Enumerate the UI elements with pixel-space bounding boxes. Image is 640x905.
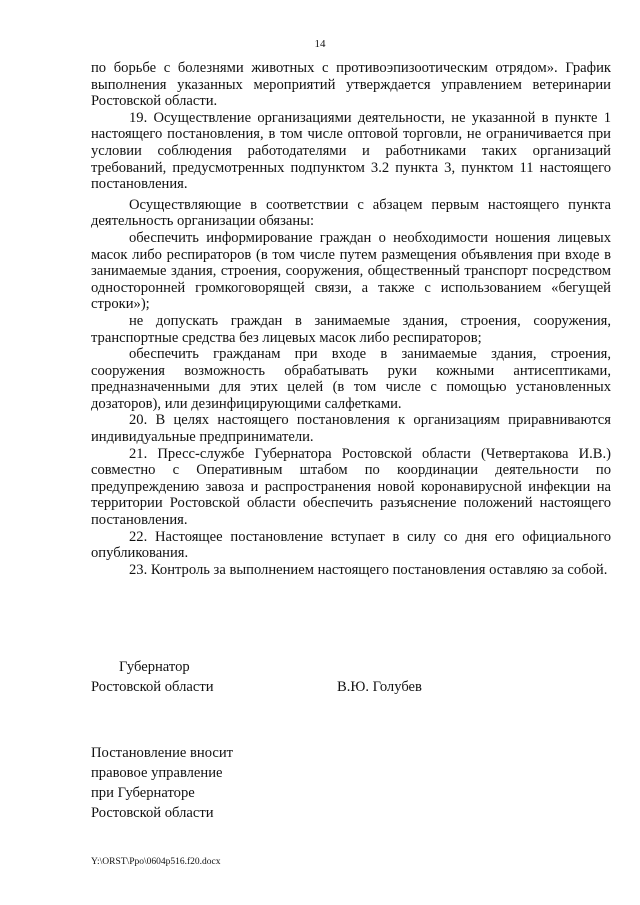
paragraph-obligations-intro: Осуществляющие в соответствии с абзацем первым настоящего пункта деятельность организации обязаны: [91, 196, 611, 230]
paragraph-item-21: 21. Пресс-службе Губернатора Ростовской области (Четвертакова И.В.) совместно с Оперативным штабом по координации деятельности по предупреждению завоза и распространения новой коронавирусной инфекции на территории Ростовской области обеспечить разъяснение положений настоящего постановления. [91, 445, 611, 529]
page-number: 14 [314, 38, 326, 50]
signatory-title: Губернатор [119, 659, 190, 675]
paragraph-item-19: 19. Осуществление организациями деятельности, не указанной в пункте 1 настоящего постановления, в том числе оптовой торговли, не ограничивается при условии соблюдения работодателями и работниками таких организаций требований, предусмотренных подпунктом 3.2 пункта 3, пунктом 11 настоящего постановления. [91, 109, 611, 193]
paragraph-item-23: 23. Контроль за выполнением настоящего постановления оставляю за собой. [129, 561, 608, 578]
paragraph-no-mask-entry: не допускать граждан в занимаемые здания, строения, сооружения, транспортные средства без лицевых масок либо респираторов; [91, 312, 611, 346]
submitter-note [91, 743, 233, 823]
paragraph-continuation: по борьбе с болезнями животных с противоэпизоотическим отрядом». График выполнения указанных мероприятий утверждается управлением ветеринарии Ростовской области. [91, 60, 611, 110]
signatory-region: Ростовской области [91, 679, 214, 695]
file-path: Y:\ORST\Ppo\0604p516.f20.docx [91, 857, 221, 867]
note-line: Постановление вносит [91, 745, 234, 761]
paragraph-item-20: 20. В целях настоящего постановления к организациям приравниваются индивидуальные предприниматели. [91, 412, 611, 446]
paragraph-antiseptics: обеспечить гражданам при входе в занимаемые здания, строения, сооружения возможность обрабатывать руки кожными антисептиками, предназначенными для этих целей (в том числе с помощью установленных дозаторов), или дезинфицирующими салфетками. [91, 346, 611, 412]
note-line: правовое управление [91, 765, 223, 781]
paragraph-item-22: 22. Настоящее постановление вступает в силу со дня его официального опубликования. [91, 528, 611, 562]
paragraph-inform-citizens: обеспечить информирование граждан о необходимости ношения лицевых масок либо респираторов (в том числе путем размещения объявления при входе в занимаемые здания, строения, сооружения, общественный транспорт посредством односторонней громкоговорящей связи, а также с использованием «бегущей строки»); [91, 229, 611, 313]
note-line: при Губернаторе [91, 785, 195, 801]
note-line: Ростовской области [91, 805, 214, 821]
signature-block [91, 657, 611, 697]
document-body [91, 60, 611, 578]
signatory-name: В.Ю. Голубев [337, 679, 422, 695]
